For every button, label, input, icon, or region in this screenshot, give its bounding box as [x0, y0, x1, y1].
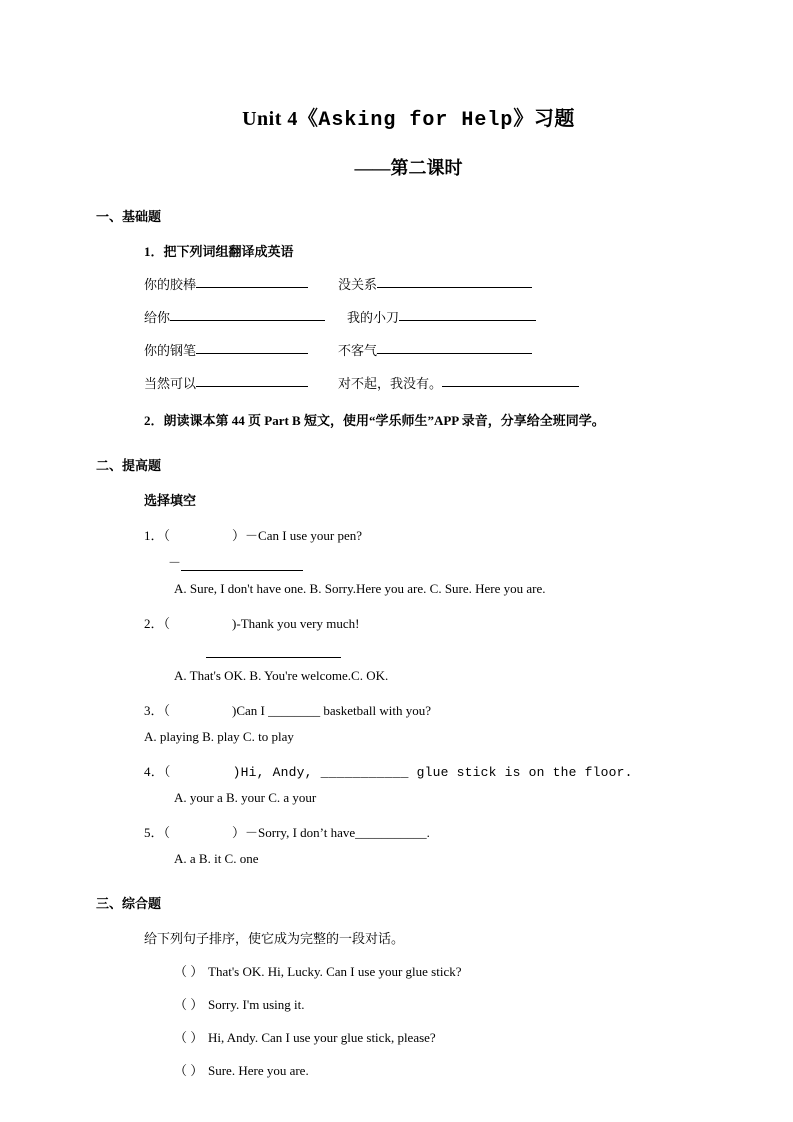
question-answer-line	[168, 552, 721, 571]
answer-blank[interactable]	[377, 274, 532, 288]
question-number: 1．（	[144, 528, 171, 543]
question-item	[144, 700, 721, 719]
sentence-text: That's OK. Hi, Lucky. Can I use your glue stick?	[208, 964, 462, 979]
title-english: Asking for Help	[318, 109, 514, 132]
translate-term: 你的胶棒	[144, 277, 197, 292]
page-subtitle: ——第二课时	[354, 158, 463, 178]
question-options[interactable]: A. a B. it C. one	[174, 851, 259, 866]
list-item	[174, 994, 721, 1013]
question-options[interactable]: A. Sure, I don't have one. B. Sorry.Here you are. C. Sure. Here you are.	[174, 581, 546, 596]
ordering-instruction: 给下列句子排序，使它成为完整的一段对话。	[144, 931, 405, 946]
sentence-text: Hi, Andy. Can I use your glue stick, please?	[208, 1030, 436, 1045]
question-paren-close: )	[232, 616, 237, 631]
translate-row	[144, 307, 721, 326]
question-options[interactable]: A. your a B. your C. a your	[174, 790, 317, 805]
question-item	[144, 525, 721, 544]
answer-blank[interactable]	[206, 644, 341, 658]
question-options[interactable]: A. That's OK. B. You're welcome.C. OK.	[174, 668, 389, 683]
answer-blank[interactable]	[442, 373, 579, 387]
list-item	[174, 1027, 721, 1046]
translate-term: 你的钢笔	[144, 343, 197, 358]
answer-blank[interactable]	[377, 340, 532, 354]
translate-term: 当然可以	[144, 376, 197, 391]
question-paren-close: ）	[232, 825, 246, 840]
dash-mark: －	[168, 555, 182, 570]
order-paren[interactable]: （ ）	[174, 964, 204, 979]
question-item	[144, 822, 721, 841]
translate-row	[144, 340, 721, 359]
translate-row	[144, 373, 721, 392]
question-stem: Can I ________ basketball with you?	[236, 703, 431, 718]
list-item	[174, 961, 721, 980]
answer-blank[interactable]	[196, 340, 308, 354]
task-two-text: 2．朗读课本第 44 页 Part B 短文，使用“学乐师生”APP 录音，分享给全班同学。	[144, 413, 605, 428]
question-stem: －Can I use your pen?	[245, 528, 362, 543]
section-one-heading: 一、基础题	[96, 209, 162, 224]
title-prefix: Unit 4《	[242, 108, 319, 130]
answer-blank[interactable]	[196, 274, 308, 288]
order-paren[interactable]: （ ）	[174, 1030, 204, 1045]
question-number: 2．（	[144, 616, 171, 631]
task-one-heading: 1．把下列词组翻译成英语	[144, 244, 294, 259]
answer-blank[interactable]	[196, 373, 308, 387]
list-item	[174, 1060, 721, 1079]
translate-term: 对不起，我没有。	[338, 376, 443, 391]
translate-term: 不客气	[338, 343, 378, 358]
answer-blank[interactable]	[399, 307, 536, 321]
question-number: 5．（	[144, 825, 171, 840]
sentence-text: Sure. Here you are.	[208, 1063, 309, 1078]
translate-term: 我的小刀	[347, 310, 400, 325]
translate-term: 没关系	[338, 277, 378, 292]
question-number: 4．（	[144, 764, 171, 779]
question-paren-close: )	[232, 703, 237, 718]
question-answer-line	[206, 640, 721, 658]
question-stem: －Sorry, I don’t have___________.	[245, 825, 430, 840]
order-paren[interactable]: （ ）	[174, 1063, 204, 1078]
answer-blank[interactable]	[181, 557, 303, 571]
question-stem: Hi, Andy, ___________ glue stick is on the floor.	[240, 765, 633, 780]
section-three-heading: 三、综合题	[96, 896, 162, 911]
translate-term: 给你	[144, 310, 171, 325]
question-item	[144, 761, 721, 780]
question-item	[144, 613, 721, 632]
question-number: 3．（	[144, 703, 171, 718]
question-paren-close: ）	[232, 528, 246, 543]
question-paren-close: )	[232, 765, 241, 780]
multiple-choice-heading: 选择填空	[144, 493, 197, 508]
section-two-heading: 二、提高题	[96, 458, 162, 473]
page-title	[96, 102, 721, 132]
order-paren[interactable]: （ ）	[174, 997, 204, 1012]
question-stem: -Thank you very much!	[236, 616, 360, 631]
sentence-text: Sorry. I'm using it.	[208, 997, 305, 1012]
answer-blank[interactable]	[170, 307, 325, 321]
translate-row	[144, 274, 721, 293]
question-options[interactable]: A. playing B. play C. to play	[144, 729, 294, 744]
title-suffix: 》习题	[513, 108, 575, 130]
